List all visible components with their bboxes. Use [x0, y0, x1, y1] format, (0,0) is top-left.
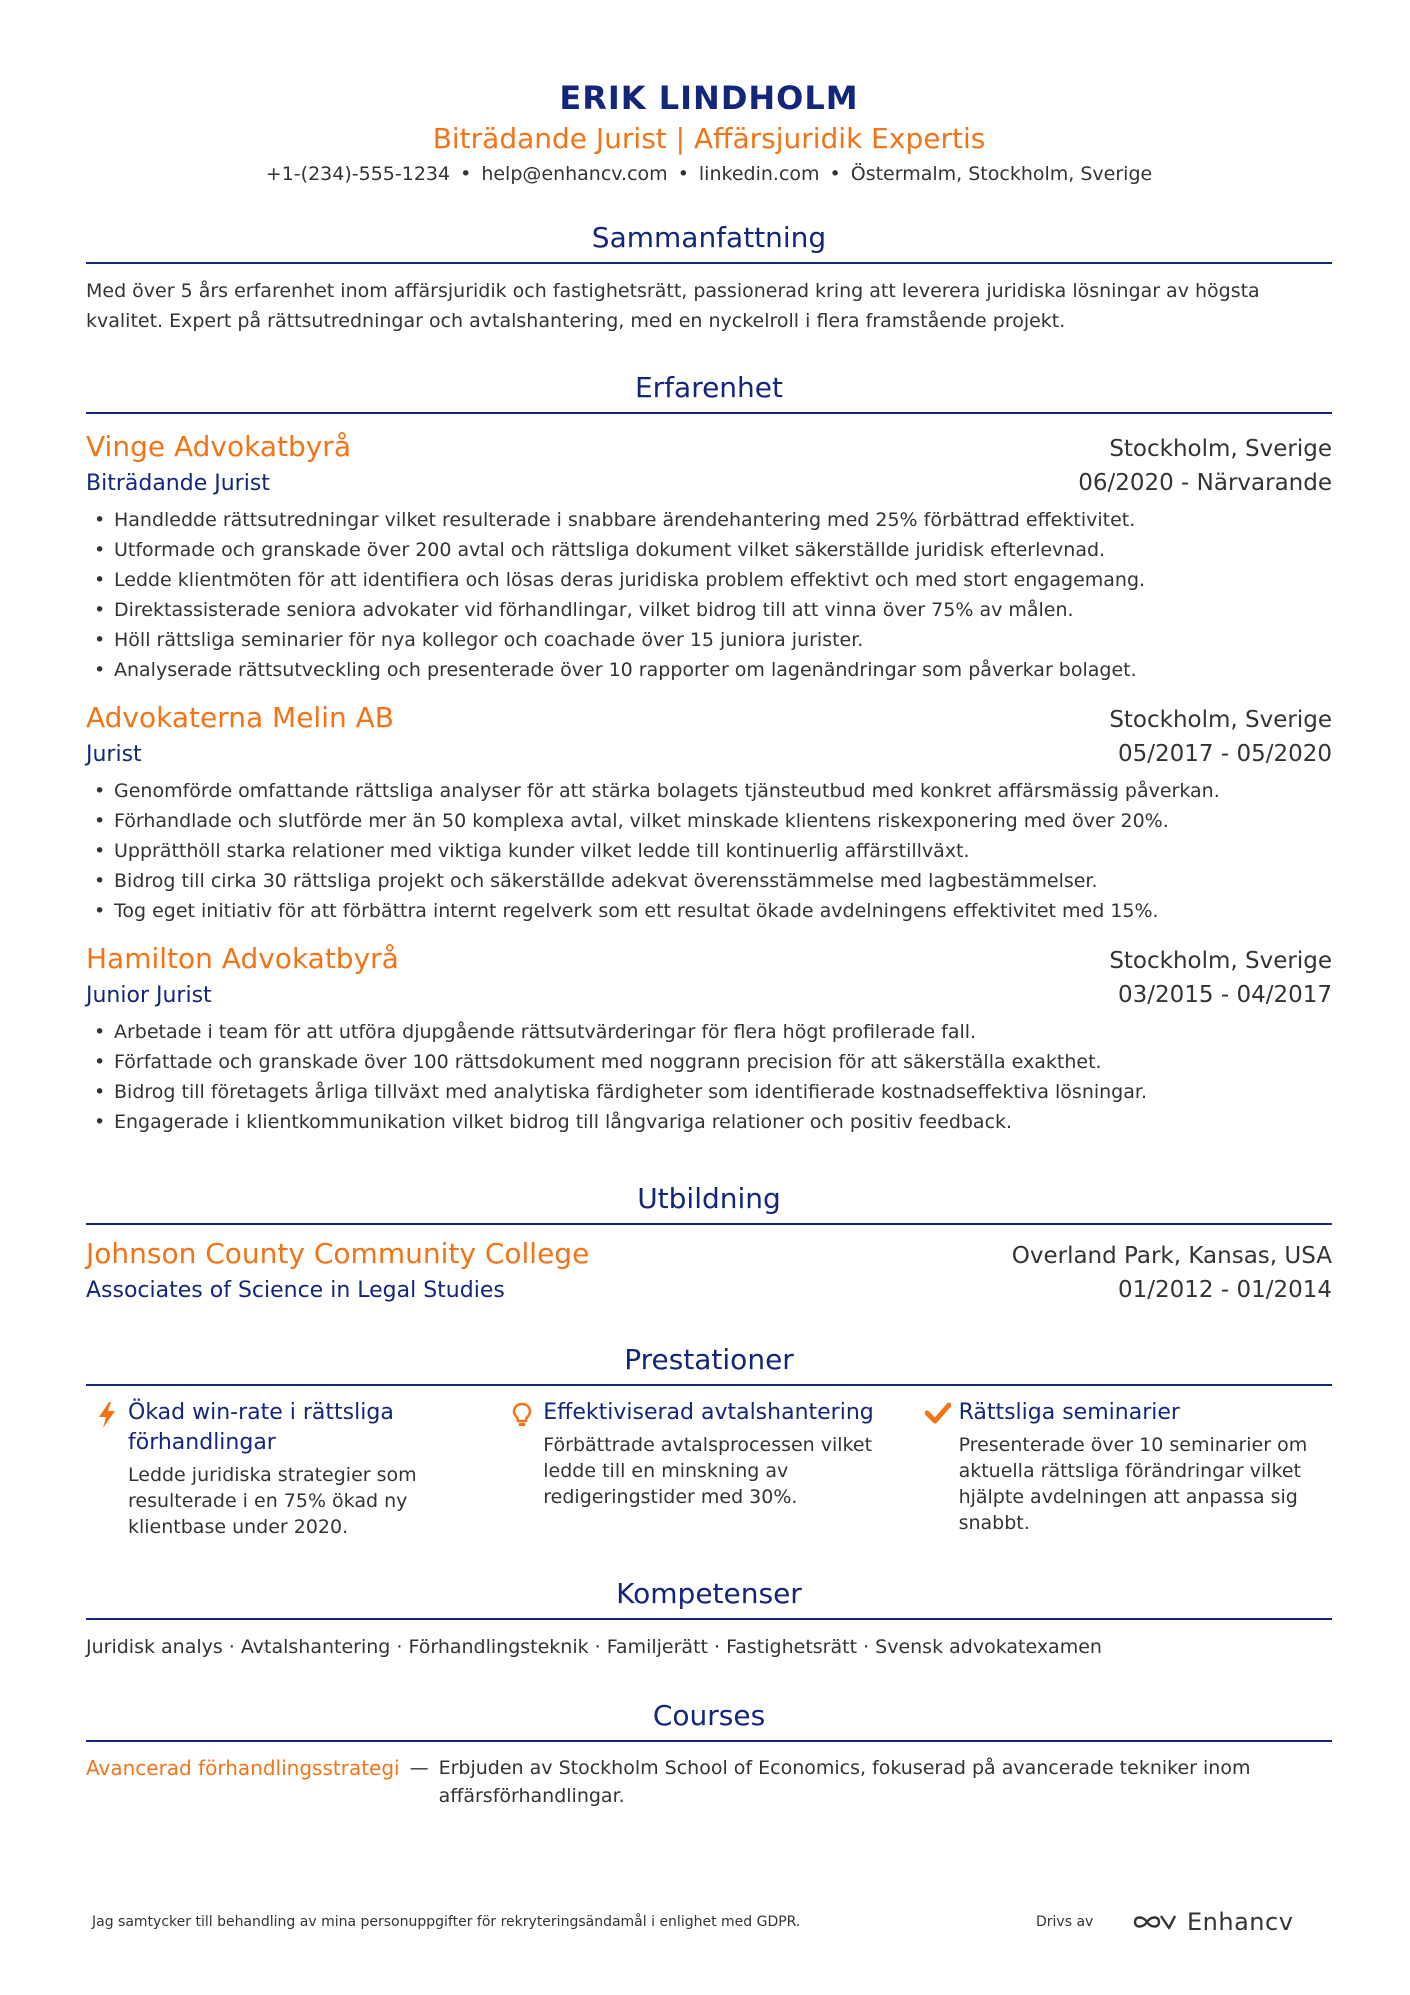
job-dates: 06/2020 - Närvarande [1078, 470, 1332, 496]
location: Östermalm, Stockholm, Sverige [850, 163, 1153, 185]
list-item: • Bidrog till cirka 30 rättsliga projekt och säkerställde adekvat överensstämmelse med lagbestämmelser. [86, 866, 1332, 896]
course-entry [86, 1754, 1332, 1810]
summary-section [86, 218, 1332, 336]
job-dates: 03/2015 - 04/2017 [1117, 982, 1332, 1008]
job-role: Jurist [86, 742, 142, 767]
list-item: • Direktassisterade seniora advokater vid förhandlingar, vilket bidrog till att vinna över 75% av målen. [86, 595, 1332, 625]
job-location: Stockholm, Sverige [1109, 707, 1332, 733]
lightbulb-icon [501, 1398, 543, 1540]
achievement-item [501, 1398, 916, 1540]
section-heading: Kompetenser [616, 1577, 802, 1610]
education-entry [86, 1235, 1332, 1308]
achievement-title: Ökad win-rate i rättsliga förhandlingar [128, 1400, 394, 1455]
list-item: • Författade och granskade över 100 rättsdokument med noggrann precision för att säkerställa exakthet. [86, 1047, 1332, 1077]
job-location: Stockholm, Sverige [1109, 436, 1332, 462]
infinity-logo-icon [1131, 1910, 1179, 1934]
achievement-description: Förbättrade avtalsprocessen vilket ledde till en minskning av redigeringstider med 30%. [543, 1434, 873, 1508]
summary-text: Med över 5 års erfarenhet inom affärsjuridik och fastighetsrätt, passionerad kring att leverera juridiska lösningar av högsta kvalitet. Expert på rättsutredningar och avtalshantering, med en nyckelroll i flera framstående projekt. [86, 280, 1260, 332]
contact-line [86, 160, 1332, 188]
list-item: • Genomförde omfattande rättsliga analyser för att stärka bolagets tjänsteutbud med konkret affärsmässig påverkan. [86, 776, 1332, 806]
section-divider [86, 1223, 1332, 1225]
list-item: • Höll rättsliga seminarier för nya kollegor och coachade över 15 juniora jurister. [86, 625, 1332, 655]
skills-section [86, 1574, 1332, 1662]
list-item: • Tog eget initiativ för att förbättra internt regelverk som ett resultat ökade avdelningens effektivitet med 15%. [86, 896, 1332, 926]
achievement-item [917, 1398, 1332, 1540]
job-bullets [86, 505, 1332, 685]
achievement-item [86, 1398, 501, 1540]
list-item: • Engagerade i klientkommunikation vilket bidrog till långvariga relationer och positiv feedback. [86, 1107, 1332, 1137]
job-location: Stockholm, Sverige [1109, 948, 1332, 974]
email[interactable]: help@enhancv.com [481, 163, 668, 185]
checkmark-icon [917, 1398, 959, 1540]
section-divider [86, 412, 1332, 414]
list-item: • Utformade och granskade över 200 avtal och rättsliga dokument vilket säkerställde juridisk efterlevnad. [86, 535, 1332, 565]
skills-text: Juridisk analys · Avtalshantering · Förhandlingsteknik · Familjerätt · Fastighetsrätt · Svensk advokatexamen [86, 1636, 1102, 1658]
contact-separator: • [460, 163, 472, 185]
list-item: • Förhandlade och slutförde mer än 50 komplexa avtal, vilket minskade klientens riskexponering med över 20%. [86, 806, 1332, 836]
achievement-description: Presenterade över 10 seminarier om aktuella rättsliga förändringar vilket hjälpte avdelningen att anpassa sig snabbt. [958, 1434, 1308, 1534]
company-name: Advokaterna Melin AB [86, 701, 394, 734]
list-item: • Handledde rättsutredningar vilket resulterade i snabbare ärendehantering med 25% förbättrad effektivitet. [86, 505, 1332, 535]
list-item: • Analyserade rättsutveckling och presenterade över 10 rapporter om lagenändringar som påverkar bolaget. [86, 655, 1332, 685]
education-section [86, 1179, 1332, 1308]
section-heading: Courses [652, 1699, 766, 1732]
section-divider [86, 1384, 1332, 1386]
job-role: Biträdande Jurist [86, 471, 270, 496]
resume-header [86, 0, 1332, 188]
resume-page [86, 0, 1332, 1995]
candidate-name: ERIK LINDHOLM [559, 79, 859, 117]
courses-section [86, 1696, 1332, 1810]
achievement-title: Effektiviserad avtalshantering [543, 1400, 874, 1425]
job-role: Junior Jurist [86, 983, 212, 1008]
course-description: Erbjuden av Stockholm School of Economics, fokuserad på avancerade tekniker inom affärsförhandlingar. [438, 1757, 1251, 1807]
contact-separator: • [677, 163, 689, 185]
achievement-title: Rättsliga seminarier [958, 1400, 1180, 1425]
candidate-title: Biträdande Jurist | Affärsjuridik Expertis [432, 122, 986, 155]
section-heading: Erfarenhet [634, 371, 784, 404]
section-heading: Prestationer [624, 1343, 794, 1376]
linkedin[interactable]: linkedin.com [698, 163, 820, 185]
list-item: • Upprätthöll starka relationer med viktiga kunder vilket ledde till kontinuerlig affärstillväxt. [86, 836, 1332, 866]
experience-section [86, 368, 1332, 1137]
phone: +1-(234)-555-1234 [265, 163, 451, 185]
section-divider [86, 1618, 1332, 1620]
footer [86, 1908, 1332, 1936]
list-item: • Arbetade i team för att utföra djupgående rättsutvärderingar för flera högt profilerade fall. [86, 1017, 1332, 1047]
school-name: Johnson County Community College [86, 1237, 590, 1270]
lightning-bolt-icon [86, 1398, 128, 1540]
powered-by: Drivs av [1036, 1914, 1094, 1930]
gdpr-consent: Jag samtycker till behandling av mina personuppgifter för rekryteringsändamål i enlighet med GDPR. [92, 1914, 801, 1930]
job-bullets [86, 1017, 1332, 1137]
company-name: Hamilton Advokatbyrå [86, 942, 399, 975]
section-heading: Sammanfattning [591, 221, 827, 254]
section-divider [86, 262, 1332, 264]
education-dates: 01/2012 - 01/2014 [1117, 1277, 1332, 1303]
degree: Associates of Science in Legal Studies [86, 1278, 505, 1303]
job-bullets [86, 776, 1332, 926]
job-entry [86, 699, 1332, 926]
section-divider [86, 1740, 1332, 1742]
contact-separator: • [829, 163, 841, 185]
job-entry [86, 428, 1332, 685]
list-item: • Ledde klientmöten för att identifiera och lösas deras juridiska problem effektivt och med stort engagemang. [86, 565, 1332, 595]
job-dates: 05/2017 - 05/2020 [1117, 741, 1332, 767]
job-entry [86, 940, 1332, 1137]
section-heading: Utbildning [637, 1182, 781, 1215]
achievements-section [86, 1340, 1332, 1540]
company-name: Vinge Advokatbyrå [86, 430, 351, 463]
course-dash: — [409, 1757, 429, 1779]
course-name: Avancerad förhandlingsstrategi [86, 1756, 400, 1780]
school-location: Overland Park, Kansas, USA [1011, 1243, 1332, 1269]
brand-logo[interactable] [1131, 1908, 1293, 1936]
achievements-list [86, 1398, 1332, 1540]
list-item: • Bidrog till företagets årliga tillväxt med analytiska färdigheter som identifierade kostnadseffektiva lösningar. [86, 1077, 1332, 1107]
brand-name: Enhancv [1187, 1908, 1294, 1936]
achievement-description: Ledde juridiska strategier som resulterade i en 75% ökad ny klientbase under 2020. [128, 1464, 417, 1538]
